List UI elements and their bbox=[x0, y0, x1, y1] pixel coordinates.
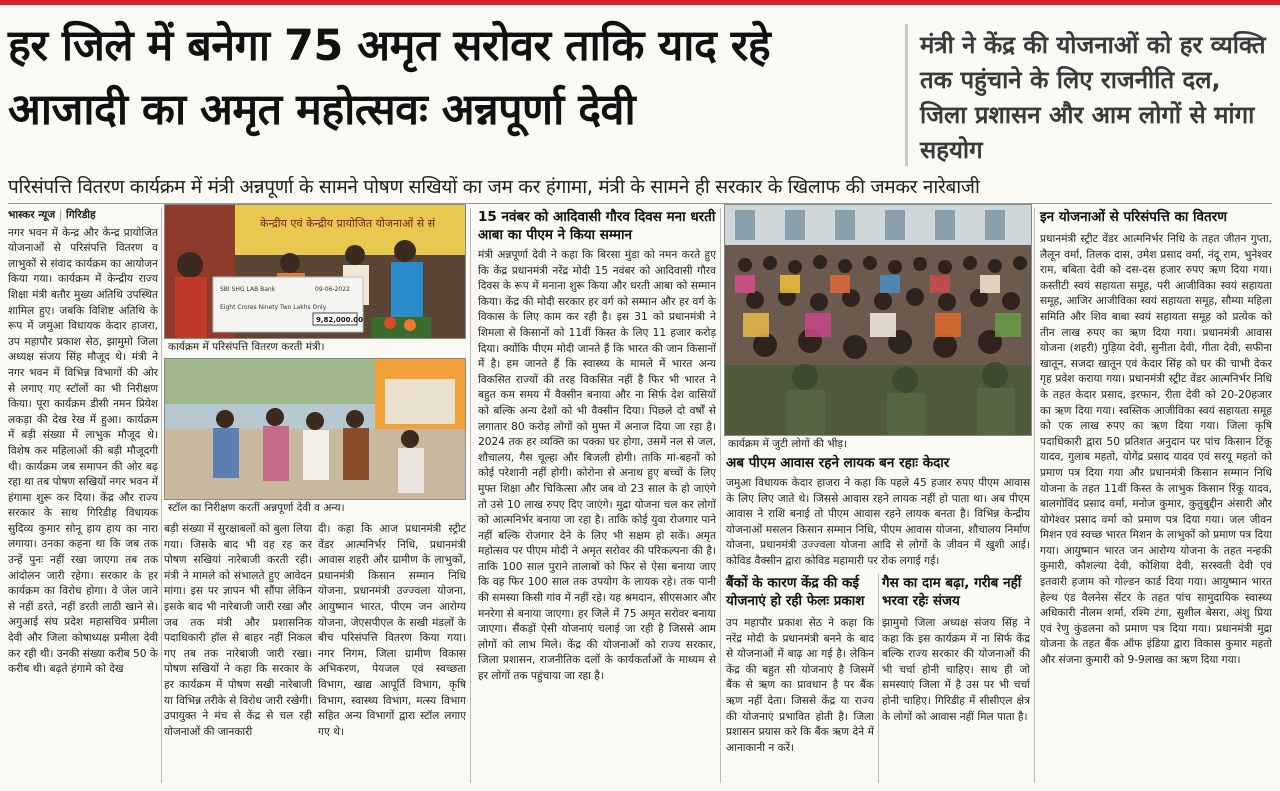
photo-caption-3: कार्यक्रम में जुटी लोगों की भीड़। bbox=[728, 438, 847, 450]
photo-cheque-distribution bbox=[164, 204, 466, 339]
cheque-bank: SBI SHG LAB Bank bbox=[220, 286, 276, 293]
article-col-2: बड़ी संख्या में सुरक्षाबलों को बुला लिया गया। जिसके बाद भी वह रह कर पोषण सखियां नारेबाजी करती रही। मंत्री ने मामले को संभालते हुए आवेदन मांगा। इस पर ज्ञापन भी सौंपा लेकिन इसके बाद भी नारेबाजी जारी रखा और जब तक मंत्री और प्रशासनिक पदाधिकारी हॉल से बाहर नहीं निकल गए तब तक नारेबाजी जारी रखा। पोषण सखियों ने कहा कि सरकार के हर कार्यक्रम में पोषण सखी नारेबाजी या विभिन्न तरीके से विरोध जारी रखेगी। उपायुक्त ने मंच से केंद्र से चल रही योजनाओं की जानकारी bbox=[164, 523, 312, 738]
column-separator bbox=[878, 574, 879, 783]
cheque-date: 09-06-2022 bbox=[315, 286, 350, 293]
subheadline: परिसंपत्ति वितरण कार्यक्रम में मंत्री अन्नपूर्णा के सामने पोषण सखियों का जम कर हंगामा, मंत्री के सामने ही सरकार के खिलाफ की जमकर नारेबाजी bbox=[8, 176, 980, 198]
photo-caption-2: स्टॉल का निरीक्षण करतीं अन्नपूर्णा देवी व अन्य। bbox=[168, 502, 345, 514]
photo-stall-graphic bbox=[165, 359, 465, 499]
headline-divider bbox=[905, 24, 908, 166]
main-headline: हर जिले में बनेगा 75 अमृत सरोवर ताकि याद रहे आजादी का अमृत महोत्सवः अन्नपूर्णा देवी bbox=[8, 21, 771, 135]
cheque-words: Eight Crores Ninety Two Lakhs Only bbox=[220, 304, 327, 311]
dateline bbox=[8, 208, 158, 224]
photo-crowd bbox=[724, 204, 1032, 436]
dateline-place: गिरिडीह bbox=[66, 209, 96, 221]
cheque-amount: 9,82,000.00 bbox=[316, 316, 363, 324]
article-col-7: झामुमो जिला अध्यक्ष संजय सिंह ने कहा कि इस कार्यक्रम में ना सिर्फ केंद्र बल्कि राज्य सरकार की योजनाओं की भी चर्चा होनी चाहिए। साथ ही जो समस्याएं जिला में है उस पर भी चर्चा होनी चाहिए। गिरिडीह में सीसीएल क्षेत्र के लोगों को आवास नहीं मिल पाता है। bbox=[882, 617, 1030, 723]
article-col-4: मंत्री अन्नपूर्णा देवी ने कहा कि बिरसा मुंडा को नमन करते हुए कि केंद्र प्रधानमंत्री नरेंद्र मोदी 15 नवंबर को आदिवासी गौरव दिवस के रूप में मनाना शुरू किया और धरती आबा को सम्मान किया। केंद्र की मोदी सरकार हर वर्ग को सम्मान और हर वर्ग के विकास के लिए काम कर रही है। इस 31 को प्रधानमंत्री ने शिमला से किसानों को 11वीं किस्त के लिए 11 हजार करोड़ दिया। क्योंकि पीएम मोदी जानते हैं कि भारत की जान किसानों में है। हम जानते हैं कि स्वास्थ्य के मामले में भारत अन्य विकसित राज्यों की तरह विकसित नहीं है फिर भी भारत ने बहुत कम समय में वैक्सीन बनाया और ना सिर्फ देश वासियों को बल्कि अन्य देशों को भी वैक्सीन दिया। पिछले दो वर्षों से लगातार 80 करोड़ लोगों को मुफ्त में अनाज दिया जा रहा है। 2024 तक हर व्यक्ति का पक्का घर होगा, उसमें नल से जल, शौचालय, गैस चूल्हा और बिजली होगी। ताकि मां-बहनों को कोई परेशानी नहीं होगी। कोरोना से अनाथ हुए बच्चों के लिए मुफ्त शिक्षा और चिकित्सा और जब वो 23 साल के हो जाएंगे तो उसे 10 लाख रुपए दिए जाएंगे। मुद्रा योजना चल कर लोगों को आत्मनिर्भर बनाया जा रहा है। ताकि कोई युवा रोजगार पाने नहीं बल्कि रोजगार देने के लिए भी सक्षम हो सकें। अमृत महोत्सव पर पीएम मोदी ने अमृत सरोवर की परिकल्पना की है। ताकि 100 साल पुराने तालाबों को फिर से ऐसा बनाया जाए कि वह फिर 100 साल तक उपयोग के लायक रहे। तक पानी की समस्या किसी गांव में नहीं रहे। यह श्रमदान, सीएसआर और मनरेगा से बनाया जाएगा। हर जिले में 75 अमृत सरोवर बनाया जाएगा। सैंकड़ों ऐसी योजनाएं चलाई जा रही है जिससे आम लोगों को लाभ मिले। केंद्र की योजनाओं को राज्य सरकार, जिला प्रशासन, राजनीतिक दलों के कार्यकर्ताओं के माध्यम से हर लोगों तक पहुंचाया जा रहा है। bbox=[478, 249, 716, 683]
photo-stall-inspection bbox=[164, 358, 466, 500]
article-col-1 bbox=[8, 208, 158, 782]
section-heading-banks: बैंकों के कारण केंद्र की कई योजनाएं हो रही फेलः प्रकाश bbox=[726, 575, 865, 609]
section-heading-schemes: इन योजनाओं से परिसंपत्ति का वितरण bbox=[1040, 209, 1228, 225]
article-col-3: दी। कहा कि आज प्रधानमंत्री स्ट्रीट वेंडर आत्मनिर्भर निधि, प्रधानमंत्री आवास शहरी और ग्रामीण के लाभुकों, प्रधानमंत्री किसान सम्मान निधि योजना, प्रधानमंत्री उज्ज्वला योजना, आयुष्मान भारत, पीएम जन आरोग्य योजना, जेएसपीएल के सखी मंडलों के बीच परिसंपत्ति वितरण किया गया। नगर निगम, जिला ग्रामीण विकास अभिकरण, पेयजल एवं स्वच्छता विभाग, खाद्य आपूर्ति विभाग, कृषि विभाग, स्वास्थ्य विभाग, मत्स्य विभाग सहित अन्य विभागों द्वारा स्टॉल लगाए गए थे। bbox=[318, 523, 466, 738]
dateline-bar: | bbox=[58, 209, 63, 221]
column-separator bbox=[161, 208, 162, 783]
article-col-6: उप महापौर प्रकाश सेठ ने कहा कि नरेंद्र मोदी के प्रधानमंत्री बनने के बाद से योजनाओं में बाढ़ आ गई है। लेकिन केंद्र की बहुत सी योजनाएं है जिसमें बैंक से ऋण का प्रावधान है पर बैंक ऋण नहीं देता। जिससे केंद्र या राज्य की योजनाएं प्रभावित होती है। जिला प्रशासन प्रयास करे कि बैंक ऋण देने में आनाकानी न करें। bbox=[726, 617, 874, 754]
article-col-8: प्रधानमंत्री स्ट्रीट वेंडर आत्मनिर्भर निधि के तहत जीतन गुप्ता, लैलून वर्मा, तिलक दास, उमेश प्रसाद वर्मा, नंदू राम, भुनेश्वर राम, बबिता देवी को दस-दस हजार रुपए ऋण दिया गया। कस्तीटी स्वयं सहायता समूह, परी आजीविका स्वयं सहायता समूह, आजिर आजीविका स्वयं सहायता समूह, सौम्या महिला समिति और शिव बाबा स्वयं सहायता समूह को प्रत्येक को तीन लाख रुपए का ऋण दिया गया। प्रधानमंत्री आवास योजना (शहरी) गुड़िया देवी, सुनीता देवी, गीता देवी, सफीना खातून, सजदा खातून एवं केदार सिंह को घर की चाभी देकर गृह प्रवेश कराया गया। प्रधानमंत्री स्ट्रीट वेंडर आत्मनिर्भर निधि के तहत केदार प्रसाद, इरफान, रीता देवी को 20-20हजार का ऋण दिया गया। स्वस्तिक आजीविका स्वयं सहायता समूह को एक लाख रुपए का ऋण दिया गया। जिला कृषि पदाधिकारी द्वारा 50 प्रतिशत अनुदान पर पांच किसान टिंकू यादव, गुलाब महतो, योगेंद्र प्रसाद यादव एवं सरयू महतो को प्रमाण पत्र दिया गया और प्रधानमंत्री किसान सम्मान निधि योजना के तहत 11वीं किस्त के लाभुक किसान रिंकू यादव, बालगोविंद प्रसाद वर्मा, मनोज कुमार, कुतुबुद्दीन अंसारी और योगेश्वर प्रसाद वर्मा को प्रमाण पत्र दिया गया। जल जीवन मिशन एवं स्वच्छ भारत मिशन के लाभुकों को प्रमाण पत्र दिया गया। आयुष्मान भारत जन आरोग्य योजना के तहत नन्हकी कुमारी, कौशल्या देवी, कोशिया देवी, सरस्वती देवी एवं इतवारी हजाम को गोल्डन कार्ड दिया गया। आयुष्मान भारत हेल्थ एंड वैलनेस सेंटर के तहत पांच सामुदायिक स्वास्थ्य अधिकारी नीलम शर्मा, रश्मि टंगा, सुशील बेसरा, अंशु प्रिया एवं रेणु कुंडलना को प्रमाण पत्र दिया गया। प्रधानमंत्री मुद्रा योजना के तहत बैंक ऑफ इंडिया द्वारा विकास कुमार महतो और संजना कुमारी को 9-9लाख का ऋण दिया गया। bbox=[1040, 233, 1272, 667]
column-separator bbox=[1034, 208, 1035, 783]
photo-banner-text: केन्द्रीय एवं केन्द्रीय प्रायोजित योजनाओं से सं bbox=[260, 217, 436, 230]
dateline-source: भास्कर न्यूज bbox=[8, 209, 56, 221]
top-accent-bar bbox=[0, 0, 1280, 5]
body-text: नगर भवन में केन्द्र और केन्द्र प्रायोजित योजनाओं से परिसंपत्ति वितरण व लाभुकों से संवाद कार्यक्रम का आयोजन किया गया। कार्यक्रम में केन्द्रीय राज्य शिक्षा मंत्री बतौर मुख्य अतिथि उपस्थित शामिल हुए। जबकि विशिष्ट अतिथि के रूप में जमुआ विधायक केदार हाजरा, उप महापौर प्रकाश सेठ, झामुमो जिला अध्यक्ष संजय सिंह मौजूद थे। मंत्री ने नगर भवन में विभिन्न विभागों की ओर से लगाए गए स्टॉलों का भी निरीक्षण किया। पूरा कार्यक्रम डीसी नमन प्रियेश लकड़ा की देख रेख में हुआ। कार्यक्रम में बड़ी संख्या में लाभुक मौजूद थे। विशेष कर महिलाओं की बड़ी मौजूदगी थी। कार्यक्रम जब समापन की ओर बढ़ रहा था तब पोषण सखियों नगर भवन में हंगामा शुरू कर दिया। केंद्र और राज्य सरकार के साथ गिरिडीह विधायक सुदिव्य कुमार सोनू हाय हाय का नारा लगाया। उनका कहना था कि जब तक उन्हें पुनः नहीं रखा जाएगा तब तक आंदोलन जारी रहेगा। सरकार के हर कार्यक्रम का विरोध होगा। वे जेल जाने से नहीं डरते, नहीं डरती लाठी खाने से। अगुआई संघ प्रदेश महासचिव प्रमीला देवी और जिला कोषाध्यक्ष प्रमीला देवी कर रही थी। उनकी संख्या करीब 50 के करीब थी। बढ़ते हंगामे को देख bbox=[8, 226, 158, 676]
column-separator bbox=[470, 208, 471, 783]
section-heading-gas: गैस का दाम बढ़ा, गरीब नहीं भरवा रहेः संजय bbox=[882, 575, 1022, 609]
column-separator bbox=[720, 208, 721, 783]
section-heading-tribal-day: 15 नवंबर को आदिवासी गौरव दिवस मना धरती आबा का पीएम ने किया सम्मान bbox=[478, 209, 716, 243]
article-col-5: जमुआ विधायक केदार हाजरा ने कहा कि पहले 45 हजार रुपए पीएम आवास के लिए लिए जाते थे। जिससे आवास रहने लायक नहीं हो पाता था। अब पीएम आवास ने राशि बनाई तो पीएम आवास रहने लायक बनता है। विभिन्न केन्द्रीय योजनाओं मसलन किसान सम्मान निधि, पीएम आवास योजना, शौचालय निर्माण योजना, प्रधानमंत्री उज्ज्वला योजना आदि से लोगों के जीवन में खुशी आई। कोविड वैक्सीन द्वारा कोविड महामारी पर रोक लगाई गई। bbox=[726, 477, 1030, 567]
photo-cheque-graphic bbox=[165, 205, 465, 338]
photo-caption-1: कार्यक्रम में परिसंपत्ति वितरण करती मंत्री। bbox=[168, 341, 325, 353]
photo-crowd-graphic bbox=[725, 205, 1031, 435]
side-deck: मंत्री ने केंद्र की योजनाओं को हर व्यक्ति तक पहुंचाने के लिए राजनीति दल, जिला प्रशासन और आम लोगों से मांगा सहयोग bbox=[920, 31, 1266, 164]
section-heading-pm-awas: अब पीएम आवास रहने लायक बन रहाः केदार bbox=[726, 455, 950, 471]
